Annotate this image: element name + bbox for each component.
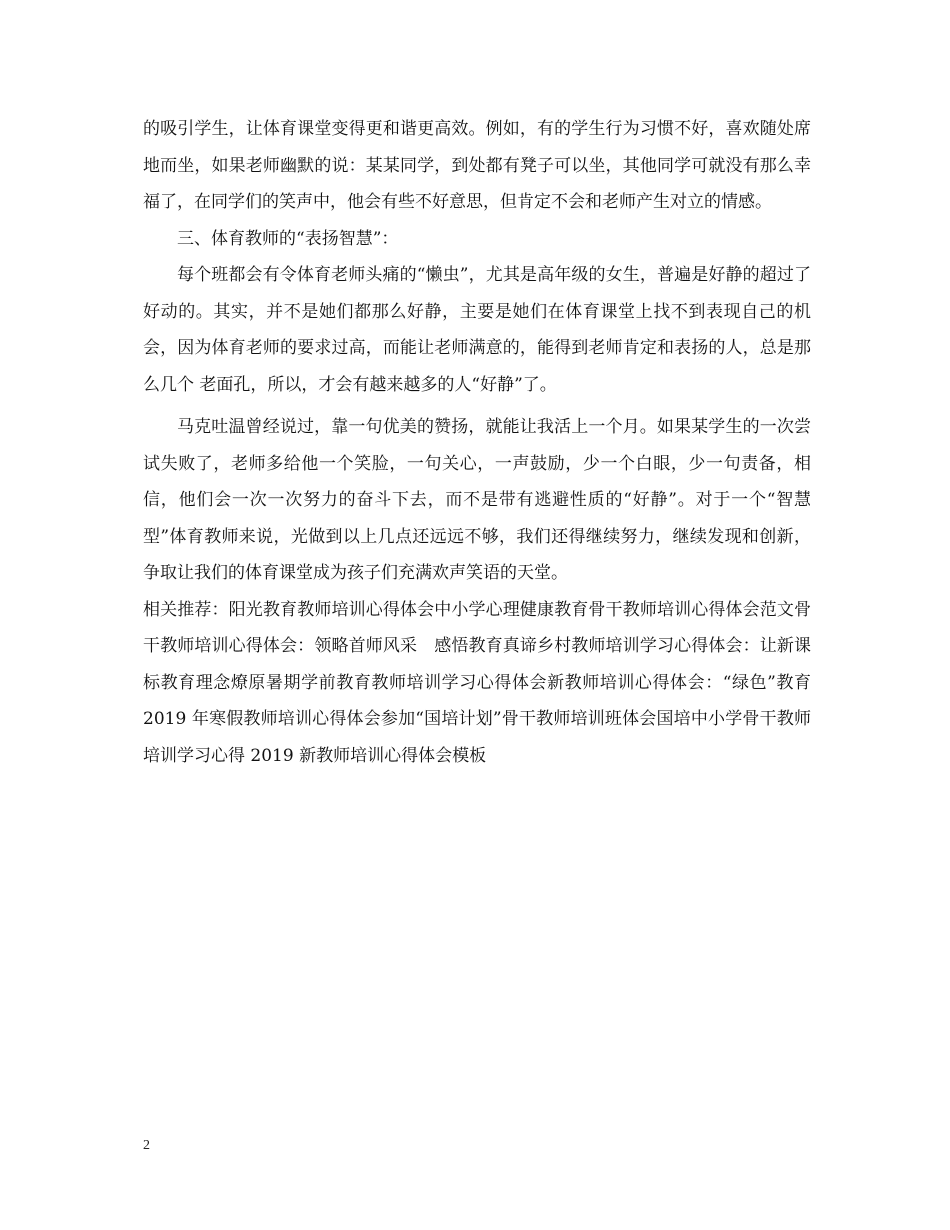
paragraph-lazy-students: 每个班都会有令体育老师头痛的“懒虫”，尤其是高年级的女生，普遍是好静的超过了好动的。其实，并不是她们都那么好静，主要是她们在体育课堂上找不到表现自己的机会，因为体育老师的要求过高，而能让老师满意的，能得到老师肯定和表扬的人，总是那么几个 老面孔，所以，才会有越来越多的人“好静”了。 [143, 265, 811, 395]
paragraph-continuation: 的吸引学生，让体育课堂变得更和谐更高效。例如，有的学生行为习惯不好，喜欢随处席地而坐，如果老师幽默的说：某某同学，到处都有凳子可以坐，其他同学可就没有那么幸福了，在同学们的笑声中，他会有些不好意思，但肯定不会和老师产生对立的情感。 [143, 119, 811, 212]
page-number: 2 [143, 1138, 150, 1153]
document-body [143, 111, 811, 774]
related-recommendations: 相关推荐：阳光教育教师培训心得体会中小学心理健康教育骨干教师培训心得体会范文骨干教师培训心得体会：领略首师风采 感悟教育真谛乡村教师培训学习心得体会：让新课标教育理念燎原暑期学前教育教师培训学习心得体会新教师培训心得体会：“绿色”教育 2019 年寒假教师培训心得体会参加“国培计划”骨干教师培训班体会国培中小学骨干教师培训学习心得 2019 新教师培训心得体会模板 [143, 599, 811, 766]
section-heading: 三、体育教师的“表扬智慧”： [177, 228, 399, 249]
paragraph-mark-twain: 马克吐温曾经说过，靠一句优美的赞扬，就能让我活上一个月。如果某学生的一次尝试失败了，老师多给他一个笑脸，一句关心，一声鼓励，少一个白眼，少一句责备，相信，他们会一次一次努力的奋斗下去，而不是带有逃避性质的“好静”。对于一个“智慧型”体育教师来说，光做到以上几点还远远不够，我们还得继续努力，继续发现和创新，争取让我们的体育课堂成为孩子们充满欢声笑语的天堂。 [143, 417, 811, 583]
